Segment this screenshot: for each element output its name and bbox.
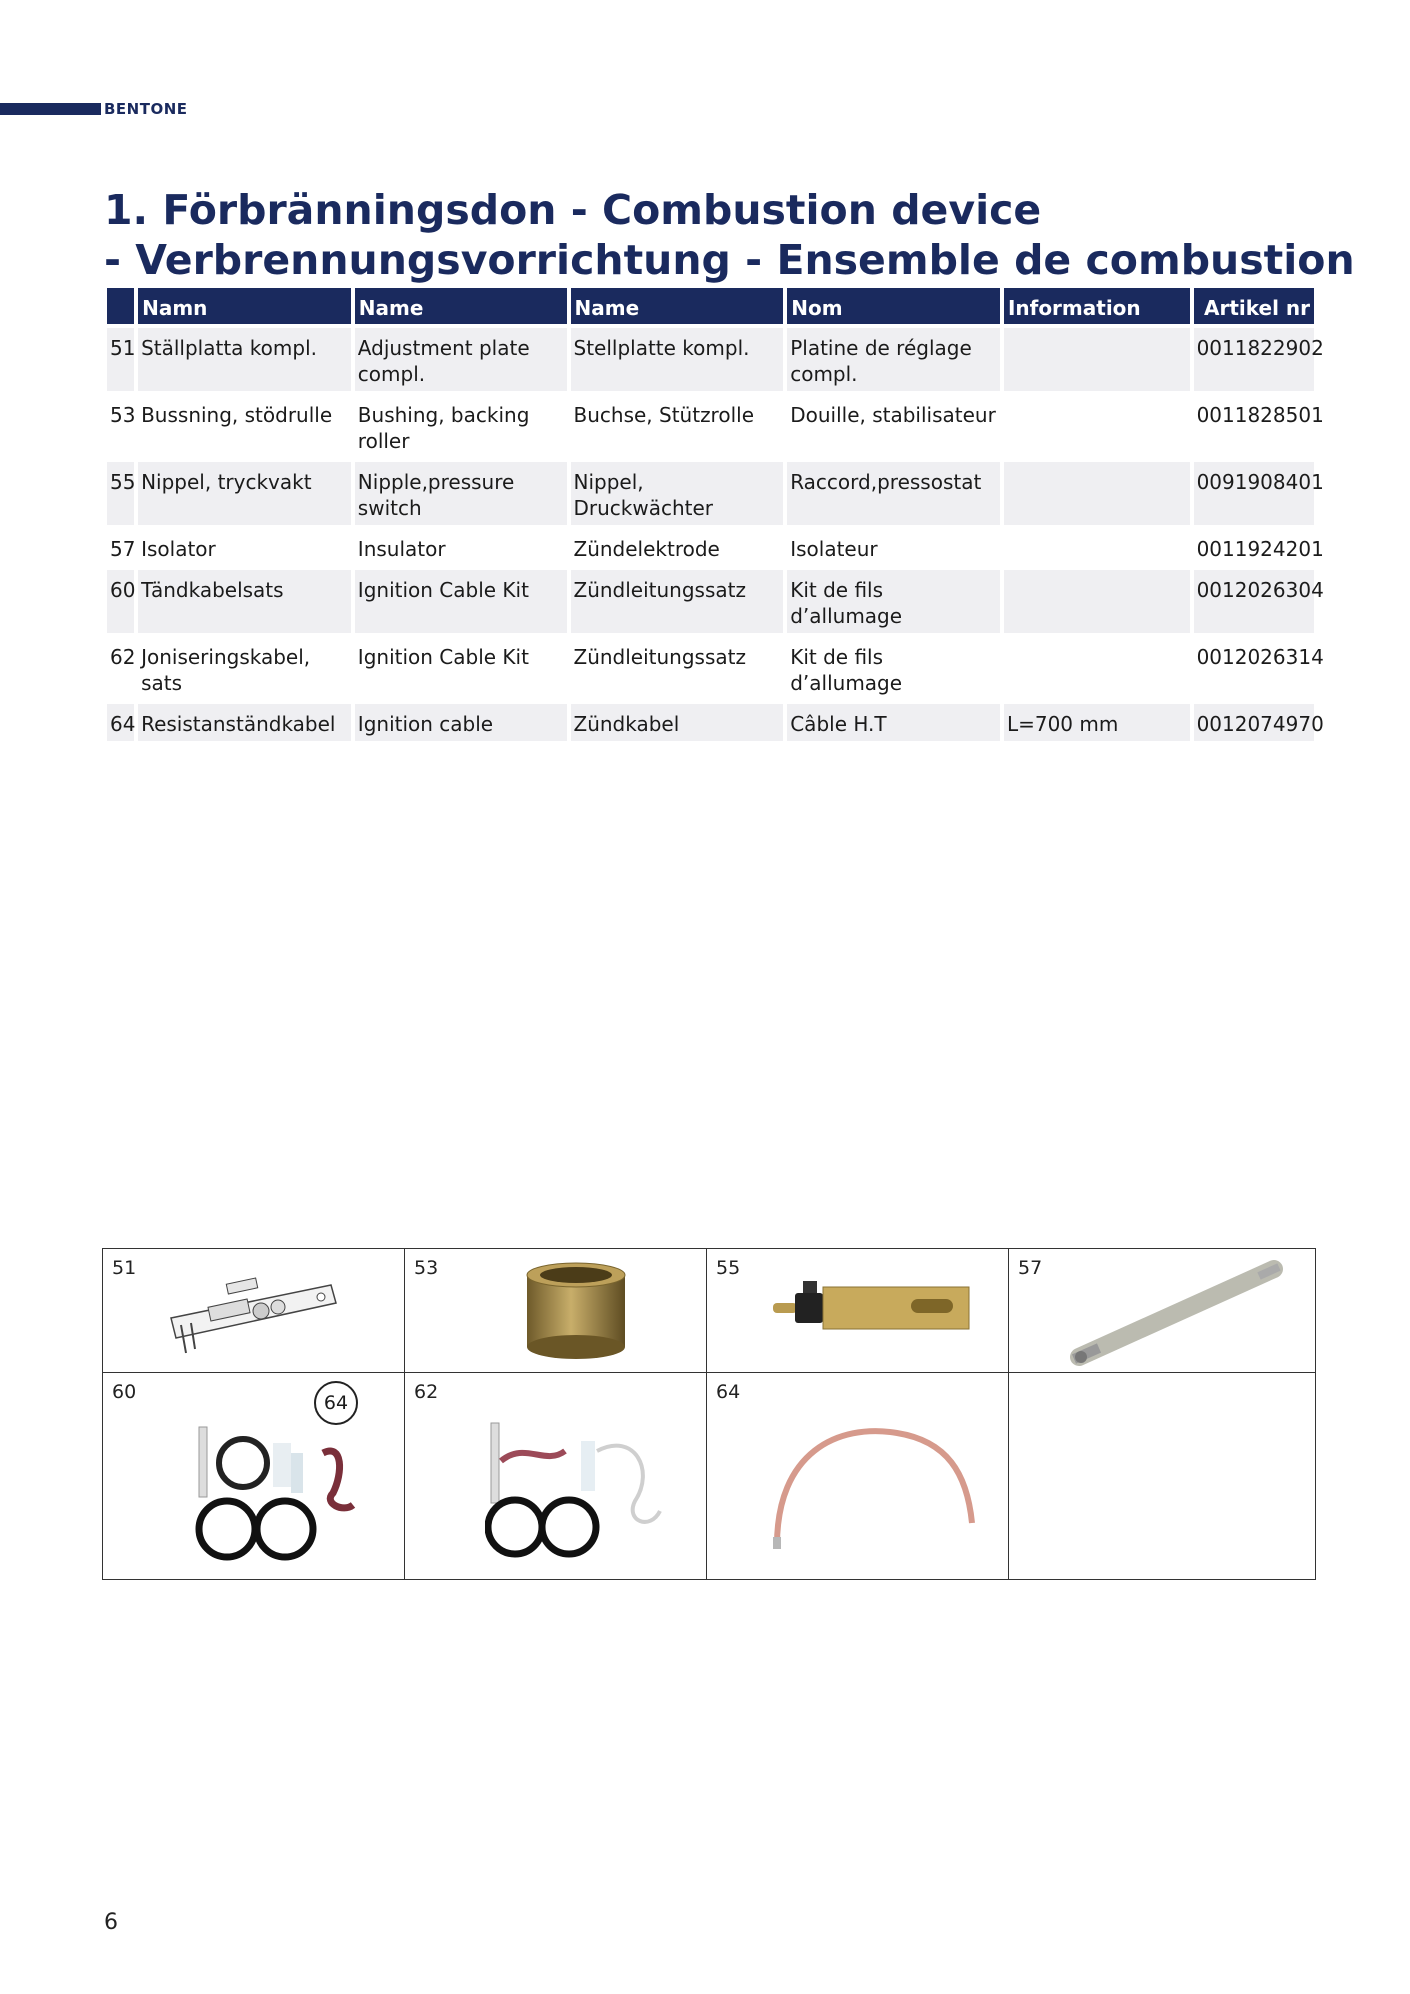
ionisation-cable-kit-image: [485, 1411, 675, 1571]
article-number-cell: 0012074970: [1194, 704, 1314, 741]
brand-name: BENTONE: [104, 100, 188, 118]
title-line-2: - Verbrennungsvorrichtung - Ensemble de combustion: [104, 236, 1355, 284]
information-cell: [1004, 462, 1190, 525]
information-cell: [1004, 637, 1190, 700]
adjustment-plate-image: [161, 1263, 361, 1363]
name-en-cell: Nipple,pressure switch: [355, 462, 567, 525]
name-fr-cell: Câble H.T: [787, 704, 1000, 741]
name-de-cell: Zündleitungssatz: [573, 645, 746, 669]
information-cell: [1004, 570, 1190, 633]
name-de-cell: Zündleitungssatz: [571, 570, 784, 633]
position-cell: 53: [110, 403, 136, 427]
brand-bar: [0, 103, 101, 115]
name-de-cell: Zündkabel: [571, 704, 784, 741]
image-label-60: 60: [112, 1381, 137, 1403]
name-en-cell: Bushing, backing roller: [357, 403, 530, 453]
name-sv-cell: Joniseringskabel, sats: [141, 645, 311, 695]
name-en-cell: Insulator: [357, 537, 446, 561]
name-en-cell: Ignition Cable Kit: [357, 645, 529, 669]
page-number: 6: [104, 1910, 118, 1935]
position-cell: 60: [107, 570, 134, 633]
position-cell: 62: [110, 645, 136, 669]
image-label-57: 57: [1018, 1257, 1043, 1279]
insulator-image: [1069, 1257, 1289, 1367]
table-header-row: [107, 288, 1314, 324]
image-label-53: 53: [414, 1257, 439, 1279]
header-pos: [107, 288, 134, 324]
image-label-62: 62: [414, 1381, 439, 1403]
image-cell-57: [1009, 1249, 1316, 1373]
header-name-en: Name: [355, 288, 567, 324]
information-cell: [1004, 328, 1190, 391]
header-name-de: Name: [571, 288, 784, 324]
image-grid: [102, 1248, 1316, 1580]
header-information: Information: [1004, 288, 1190, 324]
table-row: [107, 328, 1314, 391]
position-cell: 55: [107, 462, 134, 525]
table-row: [107, 462, 1314, 525]
name-de-cell: Buchse, Stützrolle: [573, 403, 754, 427]
table-row: [107, 570, 1314, 633]
name-de-cell: Stellplatte kompl.: [571, 328, 784, 391]
information-cell: L=700 mm: [1004, 704, 1190, 741]
header-nom: Nom: [787, 288, 1000, 324]
position-cell: 64: [107, 704, 134, 741]
image-cell-62: [405, 1373, 707, 1580]
name-en-cell: Adjustment plate compl.: [355, 328, 567, 391]
article-number-cell: 0011822902: [1194, 328, 1314, 391]
name-en-cell: Ignition Cable Kit: [355, 570, 567, 633]
position-cell: 57: [110, 537, 136, 561]
image-label-51: 51: [112, 1257, 137, 1279]
article-number-cell: 0012026304: [1194, 570, 1314, 633]
image-cell-55: [707, 1249, 1009, 1373]
image-label-64: 64: [716, 1381, 741, 1403]
image-cell-53: [405, 1249, 707, 1373]
article-number-cell: 0091908401: [1194, 462, 1314, 525]
name-fr-cell: Platine de réglage compl.: [787, 328, 1000, 391]
callout-64-label: 64: [323, 1392, 349, 1414]
table-row: [107, 637, 1314, 700]
image-cell-64: [707, 1373, 1009, 1580]
name-de-cell: Nippel, Druckwächter: [571, 462, 784, 525]
title-line-1: 1. Förbränningsdon - Combustion device: [104, 186, 1042, 234]
page-title: [104, 185, 1355, 285]
name-de-cell: Zündelektrode: [573, 537, 720, 561]
information-cell: [1004, 395, 1190, 458]
name-fr-cell: Kit de fils d’allumage: [787, 570, 1000, 633]
article-number-cell: 0011828501: [1196, 403, 1324, 427]
name-sv-cell: Ställplatta kompl.: [138, 328, 351, 391]
position-cell: 51: [107, 328, 134, 391]
name-sv-cell: Resistanständkabel: [138, 704, 351, 741]
information-cell: [1004, 529, 1190, 566]
image-cell-empty: [1009, 1373, 1316, 1580]
name-en-cell: Ignition cable: [355, 704, 567, 741]
header-article-number: Artikel nr: [1194, 288, 1314, 324]
image-cell-51: [103, 1249, 405, 1373]
header-namn: Namn: [138, 288, 351, 324]
table-row: [107, 395, 1314, 458]
parts-table: [103, 284, 1324, 745]
callout-64: [314, 1381, 358, 1425]
image-label-55: 55: [716, 1257, 741, 1279]
bushing-image: [523, 1259, 629, 1363]
name-fr-cell: Isolateur: [790, 537, 878, 561]
article-number-cell: 0011924201: [1196, 537, 1324, 561]
name-sv-cell: Isolator: [141, 537, 216, 561]
article-number-cell: 0012026314: [1196, 645, 1324, 669]
ignition-cable-image: [767, 1413, 977, 1553]
name-sv-cell: Nippel, tryckvakt: [138, 462, 351, 525]
name-fr-cell: Raccord,pressostat: [787, 462, 1000, 525]
name-sv-cell: Bussning, stödrulle: [141, 403, 333, 427]
ignition-cable-kit-image: [193, 1413, 373, 1573]
name-sv-cell: Tändkabelsats: [138, 570, 351, 633]
table-row: [107, 529, 1314, 566]
image-cell-60: [103, 1373, 405, 1580]
name-fr-cell: Douille, stabilisateur: [790, 403, 996, 427]
nipple-image: [773, 1269, 973, 1349]
table-row: [107, 704, 1314, 741]
name-fr-cell: Kit de fils d’allumage: [790, 645, 903, 695]
